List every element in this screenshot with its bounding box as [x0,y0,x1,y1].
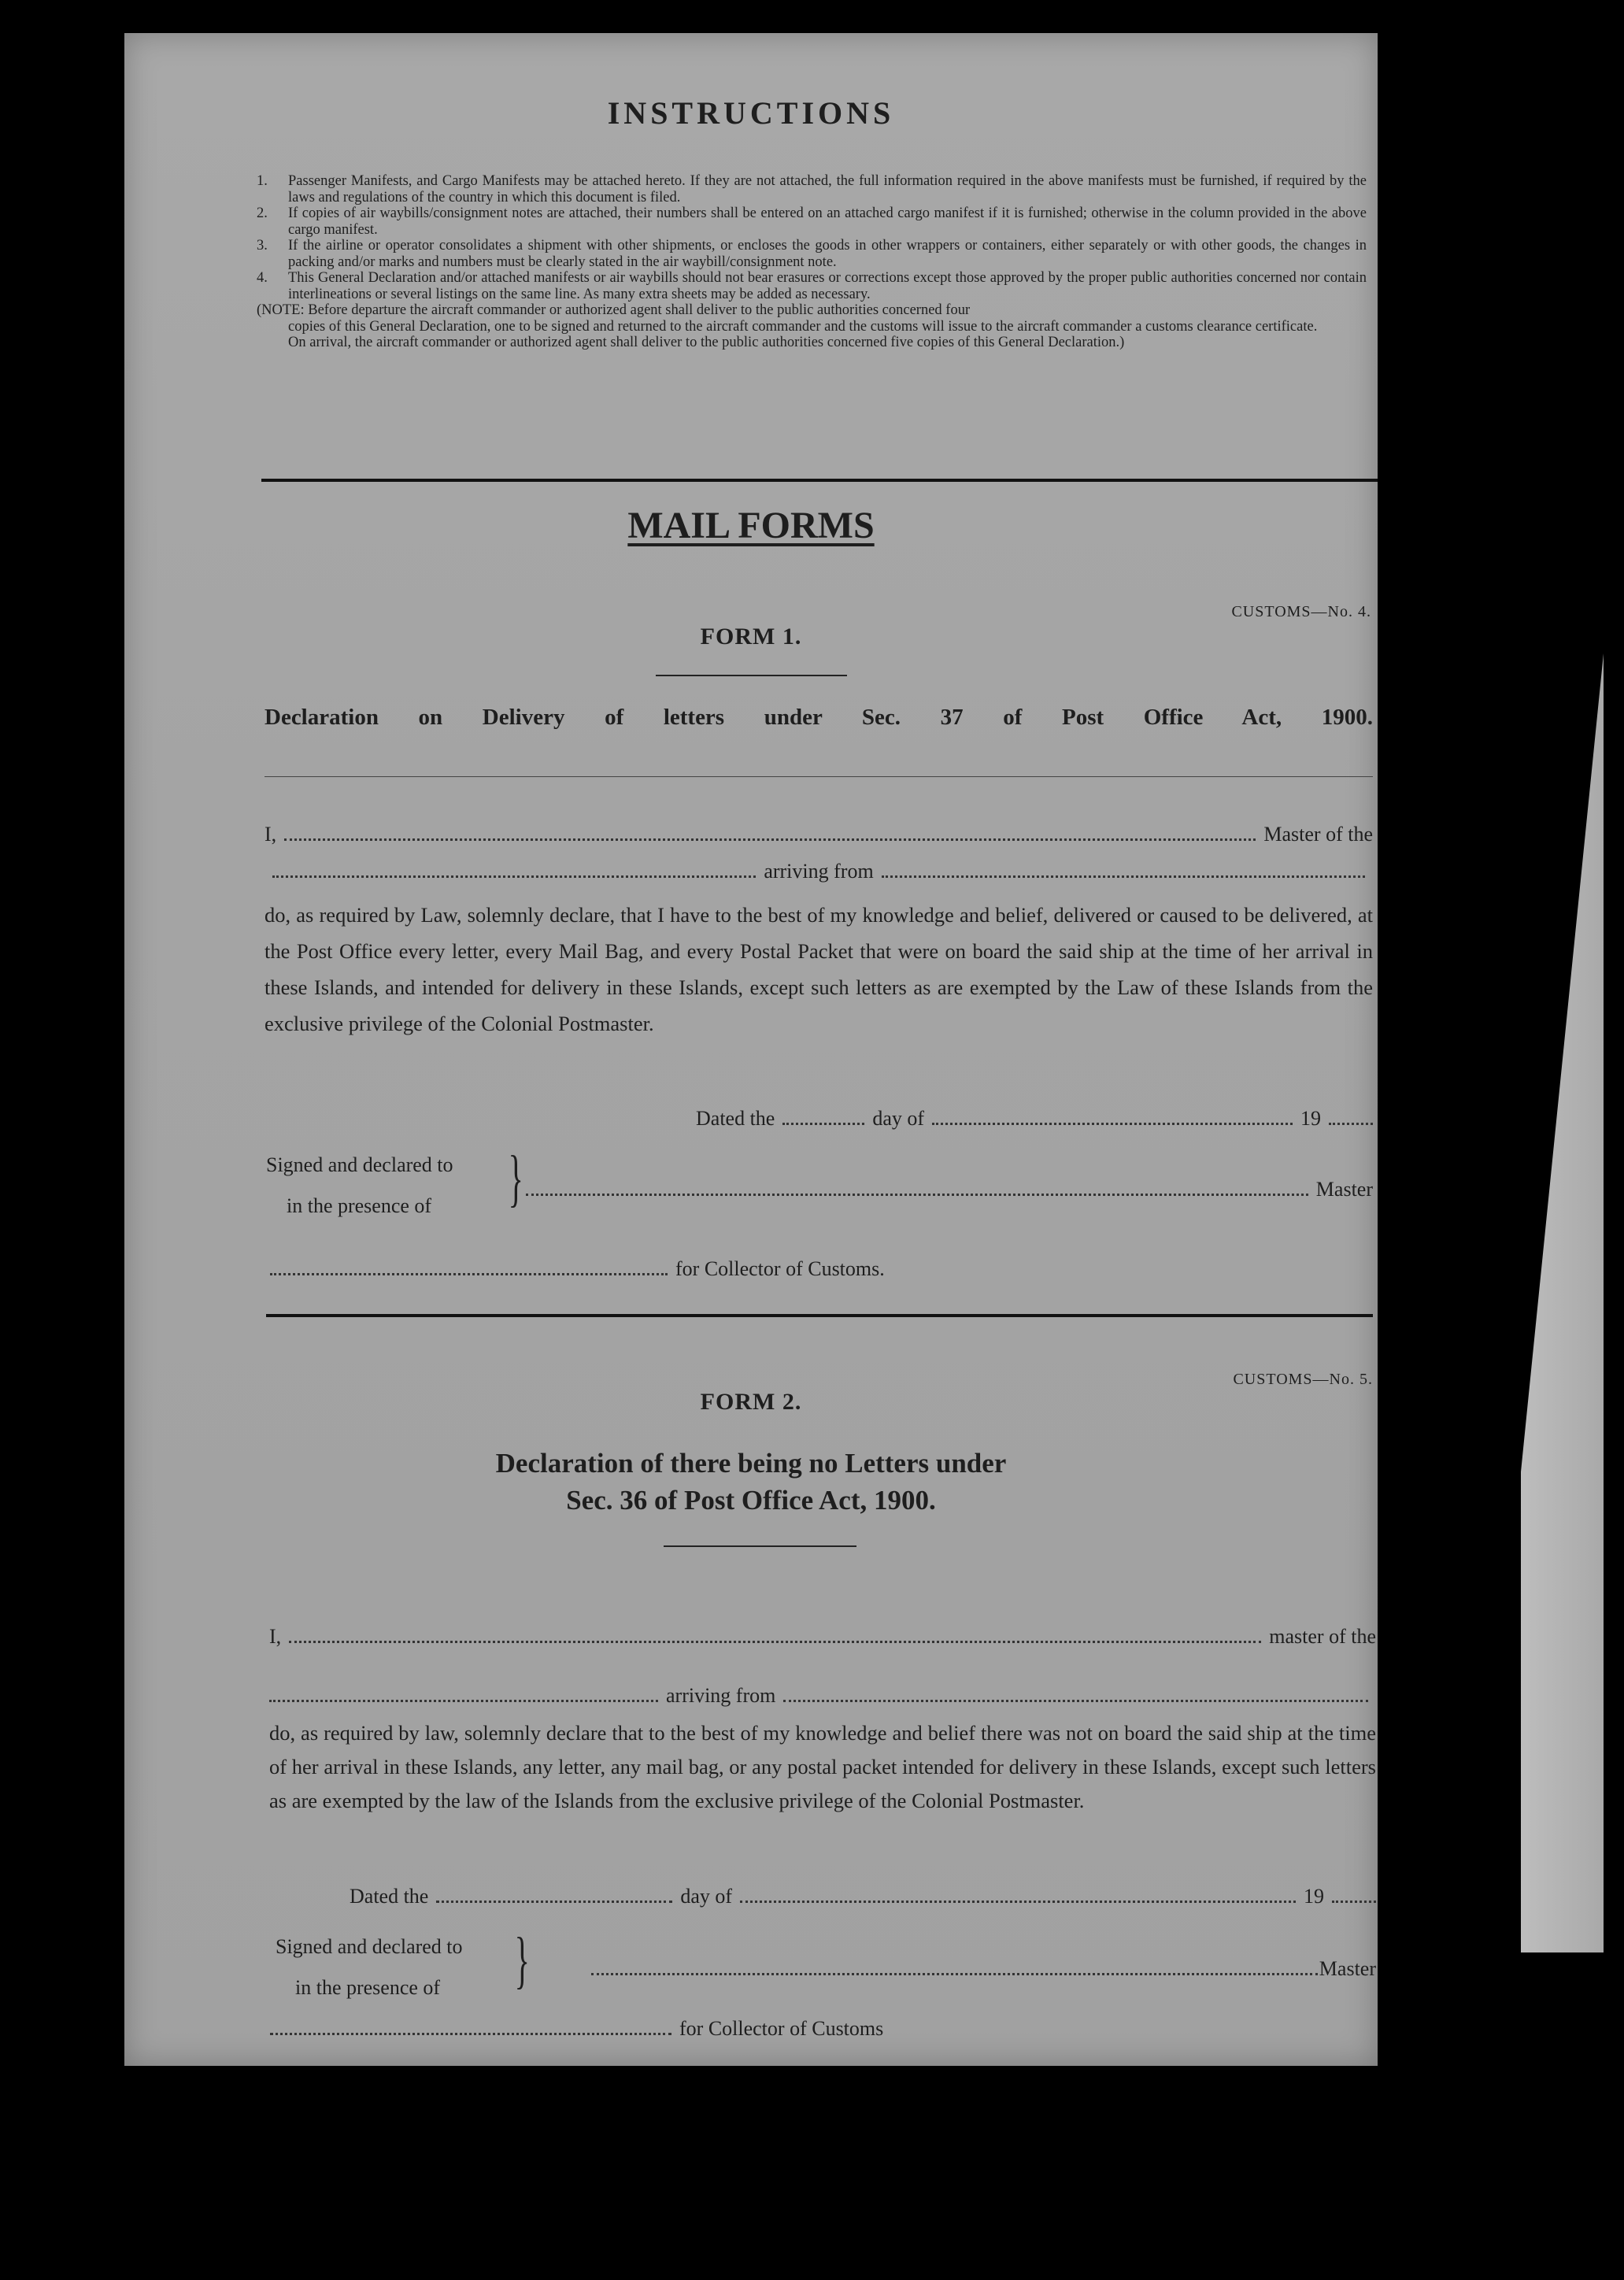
form2-collector-signature-field[interactable] [270,2032,671,2035]
form1-dated-label: Dated the [696,1107,775,1130]
form1-master-line [265,823,1373,846]
form2-master-signature-field[interactable] [591,1972,1318,1975]
form1-day-of-label: day of [872,1107,925,1130]
form1-collector-label: for Collector of Customs. [675,1257,885,1280]
form2-master-of-label: master of the [1269,1625,1376,1648]
form2-title-rule [664,1545,856,1547]
form1-year-label: 19 [1300,1107,1321,1130]
form2-year-field[interactable] [1332,1900,1376,1903]
form1-title: FORM 1. [700,624,802,650]
form2-arriving-line [269,1684,1376,1708]
form2-day-field[interactable] [436,1900,672,1903]
instruction-number: 2. [257,205,268,221]
form1-arriving-from-label: arriving from [764,860,874,883]
instruction-item [257,173,1367,205]
form2-declaration-line2: Sec. 36 of Post Office Act, 1900. [566,1485,936,1516]
note-heading: (NOTE: Before departure the aircraft commander or authorized agent shall deliver to the public authorities concerned four [257,302,971,318]
form2-signed-label-2: in the presence of [295,1976,441,1999]
form2-collector-line [270,2017,1057,2041]
form2-day-of-label: day of [680,1885,733,1908]
document-page [124,33,1378,2066]
form2-master-label: Master [1319,1957,1376,1980]
instruction-text: This General Declaration and/or attached manifests or air waybills should not bear erasures or corrections except those approved by the proper public authorities concerned nor contain interlineations or several listings on the same line. As many extra sheets may be added as necessary. [288,270,1367,302]
form2-i-label: I, [269,1625,282,1648]
form2-body-text: do, as required by law, solemnly declare that to the best of my knowledge and belief there was not on board the said ship at the time of her arrival in these Islands, any letter, any mail bag, or any postal packet intended for delivery in these Islands, except such letters as are exempted by the law of the Islands from the exclusive privilege of the Colonial Postmaster. [269,1721,1376,1812]
form1-master-name-field[interactable] [284,838,1256,841]
form2-port-field[interactable] [783,1699,1368,1702]
form-divider [266,1314,1373,1317]
form2-month-field[interactable] [740,1900,1296,1903]
form1-collector-signature-field[interactable] [270,1272,668,1275]
form2-year-label: 19 [1304,1885,1324,1908]
form1-master-of-label: Master of the [1263,823,1373,846]
instruction-item [257,205,1367,238]
form2-title: FORM 2. [700,1389,802,1415]
instruction-item [257,270,1367,302]
form1-collector-line [270,1257,1057,1281]
form1-brace: } [508,1144,523,1213]
section-divider [261,479,1378,482]
form2-arriving-from-label: arriving from [666,1684,776,1707]
instruction-number: 4. [257,270,268,286]
form1-customs-number: CUSTOMS—No. 4. [1231,603,1371,620]
form2-brace: } [514,1926,530,1995]
form2-collector-label: for Collector of Customs [679,2017,884,2040]
form1-declaration-heading: Declaration on Delivery of letters under Sec. 37 of Post Office Act, 1900. [265,705,1373,730]
form1-ship-name-field[interactable] [272,875,756,878]
form1-master-signature-field[interactable] [526,1193,1308,1196]
form1-signed-label-2: in the presence of [287,1194,432,1217]
form1-port-field[interactable] [882,875,1365,878]
form1-month-field[interactable] [932,1122,1293,1125]
instruction-text: If copies of air waybills/consignment notes are attached, their numbers shall be entered on an attached cargo manifest if it is furnished; otherwise in the column provided in the above cargo manifest. [288,205,1367,238]
form2-master-name-field[interactable] [289,1640,1261,1643]
form2-signed-label-1: Signed and declared to [276,1935,463,1958]
form2-dated-label: Dated the [350,1885,429,1908]
form2-ship-name-field[interactable] [269,1699,658,1702]
instruction-text: If the airline or operator consolidates a shipment with other shipments, or encloses the goods in other wrappers or containers, either separately or with other goods, the changes in packing and/or marks and numbers must be clearly stated in the air waybill/consignment note. [288,238,1367,270]
form1-master-signature-line [526,1178,1373,1201]
form2-master-signature-line [591,1957,1376,1981]
form2-master-line [269,1625,1376,1649]
form2-declaration-line1: Declaration of there being no Letters under [495,1448,1007,1479]
instruction-number: 3. [257,238,268,254]
form1-heading-rule [265,776,1373,777]
form1-year-field[interactable] [1329,1122,1373,1125]
form1-i-label: I, [265,823,277,846]
form1-date-line [696,1107,1373,1131]
note-line: copies of this General Declaration, one to be signed and returned to the aircraft commander and the customs will issue to the aircraft commander a customs clearance certificate. [288,318,1318,335]
note-line: On arrival, the aircraft commander or authorized agent shall deliver to the public authorities concerned five copies of this General Declaration.) [288,335,1125,350]
mail-forms-title: MAIL FORMS [627,505,875,546]
instruction-number: 1. [257,173,268,189]
form2-date-line [350,1885,1376,1908]
instruction-item [257,238,1367,270]
instruction-text: Passenger Manifests, and Cargo Manifests may be attached hereto. If they are not attached, the full information required in the above manifests must be furnished, if required by the laws and regulations of the country in which this document is filed. [288,173,1367,205]
form1-day-field[interactable] [782,1122,864,1125]
form1-signed-label-1: Signed and declared to [266,1153,453,1176]
form2-customs-number: CUSTOMS—No. 5. [1233,1371,1373,1388]
form1-arriving-line [265,860,1373,883]
adjacent-page-strip [1521,653,1604,1952]
form1-master-label: Master [1315,1178,1373,1201]
instructions-title: INSTRUCTIONS [607,95,895,131]
form1-body-text: do, as required by Law, solemnly declare, that I have to the best of my knowledge and belief, delivered or caused to be delivered, at the Post Office every letter, every Mail Bag, and every Postal Packet that were on board the said ship at the time of her arrival in these Islands, and intended for delivery in these Islands, except such letters as are exempted by the Law of these Islands from the exclusive privilege of the Colonial Postmaster. [265,903,1373,1035]
instructions-list [257,173,1367,351]
form1-title-rule [656,675,847,676]
